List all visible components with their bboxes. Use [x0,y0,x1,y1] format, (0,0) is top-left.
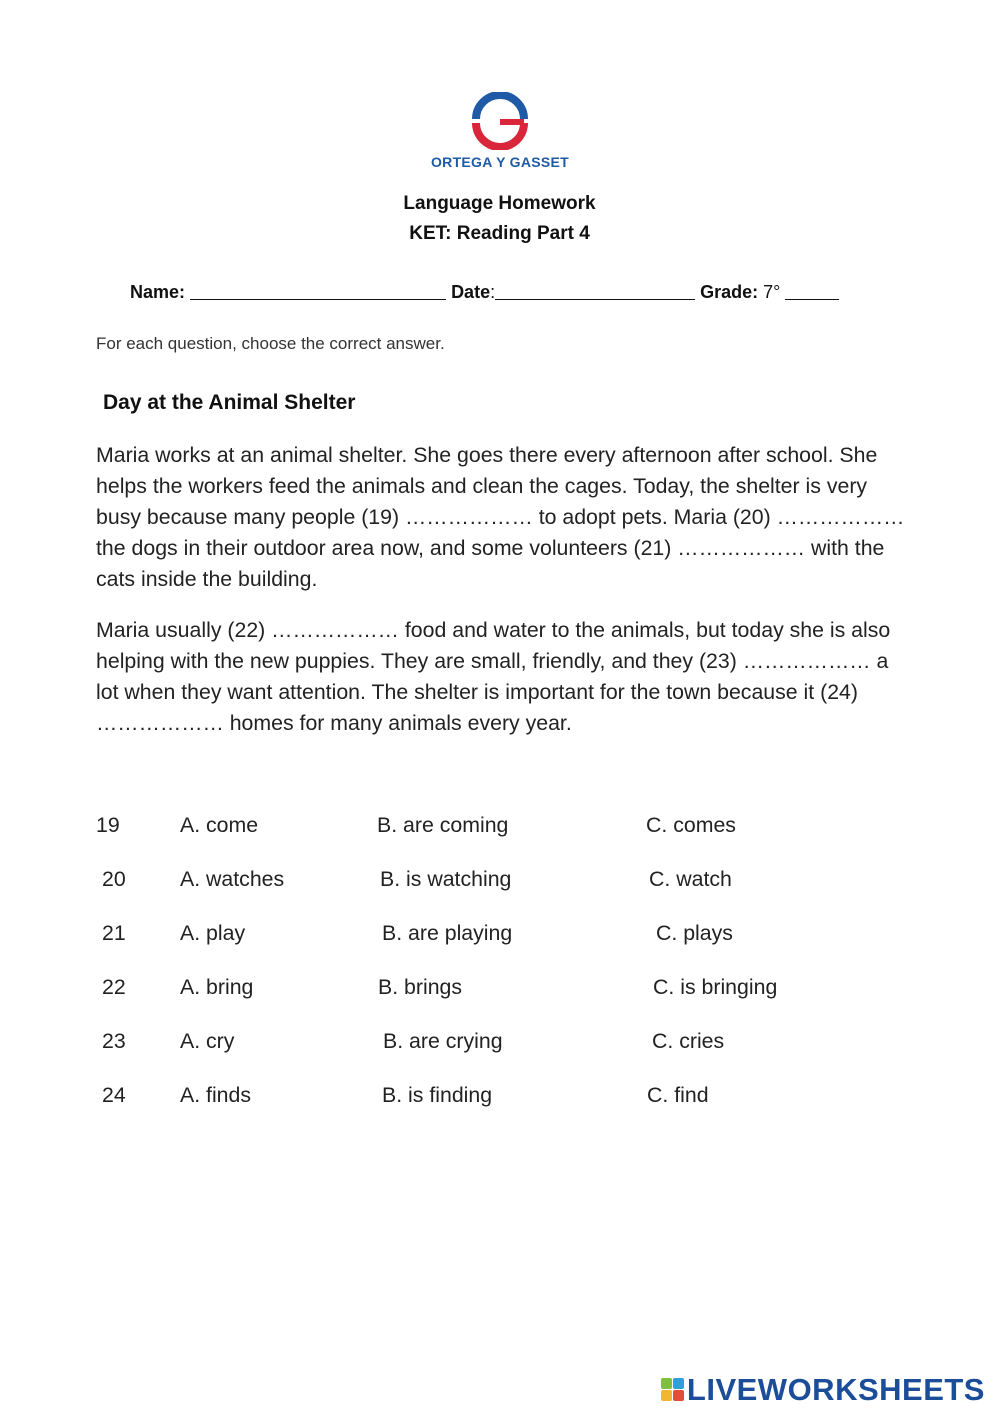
option-b[interactable]: B. are playing [382,921,513,945]
option-b[interactable]: B. brings [378,975,463,999]
option-b[interactable]: B. is watching [380,867,512,891]
name-field[interactable] [190,281,446,300]
option-a[interactable]: A. bring [180,975,254,999]
question-number: 23 [102,1029,126,1053]
option-c[interactable]: C. find [647,1083,709,1107]
option-c[interactable]: C. plays [656,921,733,945]
student-info-fields [130,281,839,303]
date-colon: : [490,282,496,302]
option-c[interactable]: C. watch [649,867,732,891]
option-b[interactable]: B. is finding [382,1083,493,1107]
question-number: 19 [96,813,120,837]
question-number: 21 [102,921,126,945]
liveworksheets-logo-icon [661,1376,685,1404]
name-label: Name: [130,282,186,302]
option-a[interactable]: A. finds [180,1083,252,1107]
option-a[interactable]: A. cry [180,1029,235,1053]
date-label: Date [451,282,491,302]
school-logo-icon [470,92,530,150]
instructions: For each question, choose the correct answer. [96,334,445,353]
option-b[interactable]: B. are crying [383,1029,503,1053]
school-name: ORTEGA Y GASSET [430,154,570,170]
grade-value: 7° [763,282,781,302]
option-a[interactable]: A. play [180,921,246,945]
question-number: 20 [102,867,126,891]
option-c[interactable]: C. is bringing [653,975,778,999]
story-title: Day at the Animal Shelter [103,391,356,414]
option-a[interactable]: A. come [180,813,259,837]
question-number: 22 [102,975,126,999]
option-b[interactable]: B. are coming [377,813,509,837]
option-c[interactable]: C. cries [652,1029,725,1053]
grade-field[interactable] [785,281,839,300]
liveworksheets-brand [661,1372,985,1408]
option-a[interactable]: A. watches [180,867,285,891]
page-subtitle: KET: Reading Part 4 [409,223,590,244]
grade-label: Grade: [700,282,759,302]
liveworksheets-wordmark: LIVEWORKSHEETS [686,1372,985,1407]
school-logo [420,92,580,170]
story-paragraph-1: Maria works at an animal shelter. She goes there every afternoon after school. She helps the workers feed the animals and clean the cages. Today, the shelter is very busy because many people (19) ……………… to adopt pets. Maria (20) ……………… the dogs in their outdoor area now, and some volunteers (21) ……………… with the cats inside the building. [96,443,905,591]
option-c[interactable]: C. comes [646,813,736,837]
story-paragraph-2: Maria usually (22) ……………… food and water to the animals, but today she is also helping with the new puppies. They are small, friendly, and they (23) ……………… a lot when they want attention. The shelter is important for the town because it (24) ……………… homes for many animals every year. [96,618,891,735]
date-field[interactable] [495,281,695,300]
question-number: 24 [102,1083,126,1107]
page-title: Language Homework [403,193,596,214]
